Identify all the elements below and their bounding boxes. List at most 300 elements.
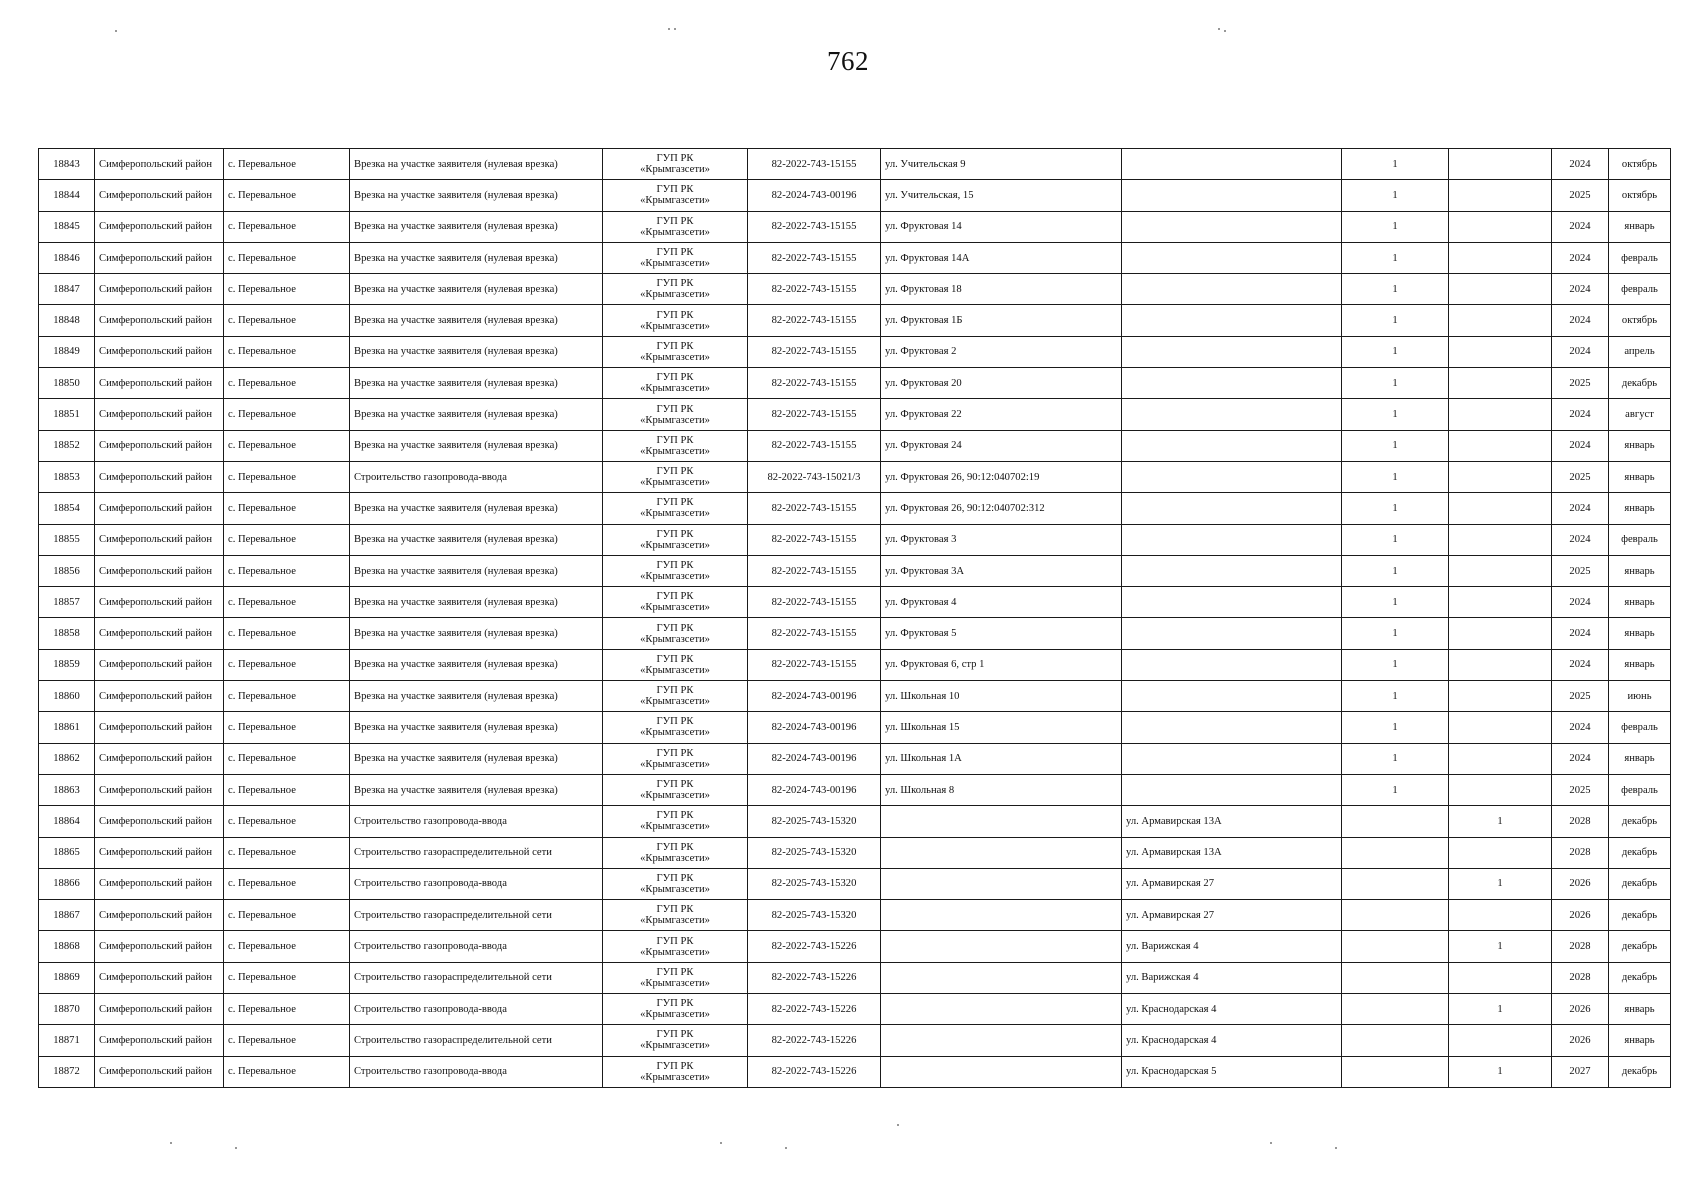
cell-address: ул. Школьная 8 (881, 774, 1122, 805)
cell-organization (603, 994, 748, 1025)
organization-line: ГУП РК (656, 466, 694, 478)
cell-code: 82-2022-743-15226 (748, 994, 881, 1025)
cell-village: с. Перевальное (224, 305, 350, 336)
cell-year: 2024 (1552, 493, 1609, 524)
cell-month: январь (1609, 994, 1671, 1025)
cell-district: Симферопольский район (95, 868, 224, 899)
cell-address: ул. Фруктовая 14А (881, 242, 1122, 273)
table-row (39, 305, 1671, 336)
cell-year: 2026 (1552, 900, 1609, 931)
cell-quantity (1342, 837, 1449, 868)
scan-speck (1218, 28, 1220, 30)
cell-address-alt (1122, 149, 1342, 180)
organization-line: «Крымгазсети» (640, 852, 710, 864)
cell-organization (603, 493, 748, 524)
cell-month: декабрь (1609, 931, 1671, 962)
cell-year: 2024 (1552, 336, 1609, 367)
cell-code: 82-2022-743-15155 (748, 399, 881, 430)
table-row (39, 837, 1671, 868)
cell-organization (603, 649, 748, 680)
cell-quantity-alt (1449, 149, 1552, 180)
cell-month: январь (1609, 743, 1671, 774)
cell-address-alt (1122, 305, 1342, 336)
cell-month: январь (1609, 493, 1671, 524)
cell-quantity-alt: 1 (1449, 806, 1552, 837)
cell-quantity-alt (1449, 524, 1552, 555)
cell-address-alt (1122, 774, 1342, 805)
organization-line: «Крымгазсети» (640, 1040, 710, 1052)
cell-month: январь (1609, 461, 1671, 492)
cell-address-alt (1122, 649, 1342, 680)
table-row (39, 211, 1671, 242)
cell-address-alt (1122, 712, 1342, 743)
cell-year: 2024 (1552, 149, 1609, 180)
cell-code: 82-2024-743-00196 (748, 681, 881, 712)
cell-work-type: Строительство газопровода-ввода (350, 931, 603, 962)
cell-quantity-alt: 1 (1449, 1056, 1552, 1087)
cell-number: 18861 (39, 712, 95, 743)
cell-address: ул. Фруктовая 24 (881, 430, 1122, 461)
cell-number: 18857 (39, 587, 95, 618)
register-table (38, 148, 1671, 1088)
cell-quantity: 1 (1342, 242, 1449, 273)
scan-speck (897, 1124, 899, 1126)
organization-line: «Крымгазсети» (640, 790, 710, 802)
cell-number: 18856 (39, 555, 95, 586)
scan-speck (1335, 1147, 1337, 1149)
organization-line: ГУП РК (656, 184, 694, 196)
cell-address-alt: ул. Армавирская 13А (1122, 837, 1342, 868)
cell-number: 18843 (39, 149, 95, 180)
cell-address (881, 806, 1122, 837)
cell-code: 82-2024-743-00196 (748, 774, 881, 805)
cell-number: 18852 (39, 430, 95, 461)
cell-address-alt (1122, 180, 1342, 211)
cell-work-type: Врезка на участке заявителя (нулевая врезка) (350, 242, 603, 273)
cell-year: 2025 (1552, 368, 1609, 399)
cell-number: 18853 (39, 461, 95, 492)
cell-address-alt: ул. Краснодарская 4 (1122, 1025, 1342, 1056)
table-row (39, 1056, 1671, 1087)
cell-quantity-alt (1449, 399, 1552, 430)
cell-village: с. Перевальное (224, 649, 350, 680)
cell-district: Симферопольский район (95, 900, 224, 931)
cell-work-type: Строительство газораспределительной сети (350, 900, 603, 931)
cell-village: с. Перевальное (224, 868, 350, 899)
cell-organization (603, 461, 748, 492)
cell-number: 18860 (39, 681, 95, 712)
cell-quantity (1342, 994, 1449, 1025)
cell-organization (603, 242, 748, 273)
cell-number: 18872 (39, 1056, 95, 1087)
organization-line: «Крымгазсети» (640, 477, 710, 489)
cell-quantity: 1 (1342, 681, 1449, 712)
cell-village: с. Перевальное (224, 242, 350, 273)
scan-speck (668, 28, 670, 30)
table-row (39, 774, 1671, 805)
cell-number: 18845 (39, 211, 95, 242)
cell-work-type: Врезка на участке заявителя (нулевая врезка) (350, 149, 603, 180)
table-row (39, 1025, 1671, 1056)
cell-work-type: Строительство газопровода-ввода (350, 806, 603, 837)
cell-quantity: 1 (1342, 211, 1449, 242)
cell-month: декабрь (1609, 837, 1671, 868)
cell-quantity-alt (1449, 242, 1552, 273)
cell-address-alt: ул. Армавирская 27 (1122, 900, 1342, 931)
cell-number: 18862 (39, 743, 95, 774)
table-row (39, 649, 1671, 680)
cell-organization (603, 806, 748, 837)
table-row (39, 493, 1671, 524)
organization-line: ГУП РК (656, 497, 694, 509)
cell-address: ул. Учительская 9 (881, 149, 1122, 180)
cell-year: 2024 (1552, 618, 1609, 649)
cell-district: Симферопольский район (95, 837, 224, 868)
cell-code: 82-2022-743-15155 (748, 211, 881, 242)
cell-year: 2026 (1552, 1025, 1609, 1056)
cell-district: Симферопольский район (95, 931, 224, 962)
cell-village: с. Перевальное (224, 555, 350, 586)
organization-line: «Крымгазсети» (640, 164, 710, 176)
cell-code: 82-2022-743-15155 (748, 305, 881, 336)
table-row (39, 994, 1671, 1025)
organization-line: «Крымгазсети» (640, 696, 710, 708)
organization-line: «Крымгазсети» (640, 445, 710, 457)
cell-address-alt (1122, 242, 1342, 273)
cell-work-type: Врезка на участке заявителя (нулевая врезка) (350, 618, 603, 649)
cell-organization (603, 430, 748, 461)
cell-village: с. Перевальное (224, 994, 350, 1025)
cell-quantity-alt (1449, 368, 1552, 399)
cell-address-alt (1122, 618, 1342, 649)
cell-address-alt (1122, 211, 1342, 242)
organization-line: ГУП РК (656, 340, 694, 352)
cell-work-type: Врезка на участке заявителя (нулевая врезка) (350, 336, 603, 367)
cell-number: 18854 (39, 493, 95, 524)
cell-village: с. Перевальное (224, 806, 350, 837)
cell-code: 82-2022-743-15155 (748, 555, 881, 586)
cell-work-type: Врезка на участке заявителя (нулевая врезка) (350, 274, 603, 305)
cell-code: 82-2025-743-15320 (748, 900, 881, 931)
cell-quantity: 1 (1342, 587, 1449, 618)
cell-year: 2028 (1552, 962, 1609, 993)
cell-village: с. Перевальное (224, 430, 350, 461)
cell-address: ул. Школьная 1А (881, 743, 1122, 774)
cell-district: Симферопольский район (95, 994, 224, 1025)
cell-quantity: 1 (1342, 399, 1449, 430)
cell-address-alt (1122, 555, 1342, 586)
cell-village: с. Перевальное (224, 149, 350, 180)
cell-address-alt (1122, 524, 1342, 555)
organization-line: «Крымгазсети» (640, 664, 710, 676)
cell-number: 18871 (39, 1025, 95, 1056)
cell-year: 2024 (1552, 242, 1609, 273)
cell-district: Симферопольский район (95, 524, 224, 555)
cell-quantity-alt (1449, 493, 1552, 524)
organization-line: «Крымгазсети» (640, 915, 710, 927)
scan-speck (674, 28, 676, 30)
cell-address-alt (1122, 681, 1342, 712)
cell-code: 82-2024-743-00196 (748, 743, 881, 774)
cell-quantity: 1 (1342, 774, 1449, 805)
cell-address (881, 931, 1122, 962)
cell-address: ул. Школьная 10 (881, 681, 1122, 712)
cell-work-type: Строительство газораспределительной сети (350, 962, 603, 993)
cell-number: 18869 (39, 962, 95, 993)
cell-district: Симферопольский район (95, 493, 224, 524)
cell-address-alt: ул. Краснодарская 5 (1122, 1056, 1342, 1087)
cell-month: январь (1609, 430, 1671, 461)
cell-village: с. Перевальное (224, 461, 350, 492)
cell-village: с. Перевальное (224, 618, 350, 649)
cell-work-type: Врезка на участке заявителя (нулевая врезка) (350, 180, 603, 211)
cell-quantity (1342, 1025, 1449, 1056)
cell-address-alt (1122, 336, 1342, 367)
table-row (39, 555, 1671, 586)
cell-address-alt (1122, 461, 1342, 492)
cell-district: Симферопольский район (95, 1025, 224, 1056)
cell-work-type: Врезка на участке заявителя (нулевая врезка) (350, 649, 603, 680)
cell-quantity (1342, 1056, 1449, 1087)
cell-organization (603, 681, 748, 712)
organization-line: ГУП РК (656, 653, 694, 665)
cell-district: Симферопольский район (95, 649, 224, 680)
cell-month: январь (1609, 587, 1671, 618)
cell-year: 2028 (1552, 806, 1609, 837)
organization-line: ГУП РК (656, 528, 694, 540)
cell-address: ул. Фруктовая 3 (881, 524, 1122, 555)
cell-organization (603, 962, 748, 993)
cell-quantity-alt (1449, 211, 1552, 242)
cell-address-alt (1122, 368, 1342, 399)
cell-village: с. Перевальное (224, 336, 350, 367)
organization-line: ГУП РК (656, 1060, 694, 1072)
cell-year: 2024 (1552, 587, 1609, 618)
organization-line: ГУП РК (656, 810, 694, 822)
cell-organization (603, 837, 748, 868)
organization-line: «Крымгазсети» (640, 1009, 710, 1021)
table-body (39, 149, 1671, 1088)
cell-address: ул. Фруктовая 22 (881, 399, 1122, 430)
cell-code: 82-2025-743-15320 (748, 868, 881, 899)
cell-number: 18868 (39, 931, 95, 962)
cell-number: 18867 (39, 900, 95, 931)
cell-number: 18859 (39, 649, 95, 680)
table-row (39, 806, 1671, 837)
cell-address (881, 837, 1122, 868)
cell-quantity: 1 (1342, 461, 1449, 492)
cell-work-type: Строительство газопровода-ввода (350, 868, 603, 899)
cell-district: Симферопольский район (95, 274, 224, 305)
cell-code: 82-2022-743-15226 (748, 1056, 881, 1087)
cell-work-type: Врезка на участке заявителя (нулевая врезка) (350, 305, 603, 336)
cell-number: 18849 (39, 336, 95, 367)
cell-quantity: 1 (1342, 524, 1449, 555)
cell-work-type: Врезка на участке заявителя (нулевая врезка) (350, 743, 603, 774)
organization-line: ГУП РК (656, 966, 694, 978)
cell-village: с. Перевальное (224, 180, 350, 211)
organization-line: «Крымгазсети» (640, 320, 710, 332)
cell-month: февраль (1609, 242, 1671, 273)
cell-address: ул. Фруктовая 26, 90:12:040702:312 (881, 493, 1122, 524)
cell-organization (603, 305, 748, 336)
organization-line: «Крымгазсети» (640, 1071, 710, 1083)
cell-month: апрель (1609, 336, 1671, 367)
organization-line: «Крымгазсети» (640, 539, 710, 551)
organization-line: «Крымгазсети» (640, 351, 710, 363)
scan-speck (785, 1147, 787, 1149)
cell-village: с. Перевальное (224, 931, 350, 962)
cell-year: 2027 (1552, 1056, 1609, 1087)
cell-month: январь (1609, 555, 1671, 586)
cell-quantity: 1 (1342, 180, 1449, 211)
table-row (39, 430, 1671, 461)
cell-month: декабрь (1609, 868, 1671, 899)
table-row (39, 931, 1671, 962)
cell-address: ул. Фруктовая 5 (881, 618, 1122, 649)
cell-address-alt (1122, 493, 1342, 524)
cell-month: январь (1609, 1025, 1671, 1056)
cell-organization (603, 587, 748, 618)
cell-number: 18858 (39, 618, 95, 649)
cell-organization (603, 712, 748, 743)
cell-address (881, 994, 1122, 1025)
cell-organization (603, 336, 748, 367)
cell-work-type: Строительство газораспределительной сети (350, 1025, 603, 1056)
cell-code: 82-2022-743-15226 (748, 962, 881, 993)
cell-district: Симферопольский район (95, 149, 224, 180)
scan-speck (720, 1142, 722, 1144)
organization-line: «Крымгазсети» (640, 883, 710, 895)
cell-work-type: Строительство газораспределительной сети (350, 837, 603, 868)
cell-quantity-alt (1449, 180, 1552, 211)
table-row (39, 587, 1671, 618)
cell-month: декабрь (1609, 962, 1671, 993)
cell-code: 82-2022-743-15155 (748, 368, 881, 399)
cell-village: с. Перевальное (224, 274, 350, 305)
table-row (39, 461, 1671, 492)
table-row (39, 712, 1671, 743)
cell-year: 2024 (1552, 430, 1609, 461)
cell-quantity: 1 (1342, 493, 1449, 524)
cell-address (881, 900, 1122, 931)
cell-organization (603, 274, 748, 305)
cell-number: 18866 (39, 868, 95, 899)
organization-line: ГУП РК (656, 403, 694, 415)
cell-quantity-alt: 1 (1449, 994, 1552, 1025)
cell-quantity (1342, 900, 1449, 931)
cell-district: Симферопольский район (95, 555, 224, 586)
organization-line: ГУП РК (656, 716, 694, 728)
cell-month: январь (1609, 618, 1671, 649)
cell-organization (603, 211, 748, 242)
cell-district: Симферопольский район (95, 1056, 224, 1087)
cell-organization (603, 555, 748, 586)
cell-number: 18848 (39, 305, 95, 336)
cell-organization (603, 1025, 748, 1056)
cell-year: 2025 (1552, 461, 1609, 492)
cell-organization (603, 180, 748, 211)
cell-address-alt (1122, 587, 1342, 618)
cell-district: Симферопольский район (95, 806, 224, 837)
cell-quantity-alt (1449, 305, 1552, 336)
organization-line: «Крымгазсети» (640, 226, 710, 238)
cell-address (881, 1025, 1122, 1056)
organization-line: ГУП РК (656, 904, 694, 916)
table-row (39, 149, 1671, 180)
table-row (39, 368, 1671, 399)
organization-line: ГУП РК (656, 1029, 694, 1041)
cell-district: Симферопольский район (95, 618, 224, 649)
cell-organization (603, 149, 748, 180)
cell-number: 18855 (39, 524, 95, 555)
cell-address-alt (1122, 743, 1342, 774)
organization-line: ГУП РК (656, 372, 694, 384)
cell-district: Симферопольский район (95, 743, 224, 774)
cell-organization (603, 524, 748, 555)
cell-month: январь (1609, 211, 1671, 242)
organization-line: ГУП РК (656, 434, 694, 446)
cell-quantity-alt (1449, 274, 1552, 305)
cell-month: декабрь (1609, 806, 1671, 837)
cell-organization (603, 931, 748, 962)
organization-line: ГУП РК (656, 247, 694, 259)
cell-code: 82-2022-743-15155 (748, 618, 881, 649)
organization-line: ГУП РК (656, 779, 694, 791)
cell-village: с. Перевальное (224, 774, 350, 805)
cell-year: 2028 (1552, 837, 1609, 868)
cell-work-type: Врезка на участке заявителя (нулевая врезка) (350, 493, 603, 524)
organization-line: ГУП РК (656, 747, 694, 759)
organization-line: «Крымгазсети» (640, 633, 710, 645)
cell-code: 82-2022-743-15155 (748, 274, 881, 305)
cell-number: 18870 (39, 994, 95, 1025)
cell-month: октябрь (1609, 180, 1671, 211)
cell-number: 18864 (39, 806, 95, 837)
cell-district: Симферопольский район (95, 336, 224, 367)
cell-address-alt (1122, 399, 1342, 430)
cell-code: 82-2022-743-15155 (748, 336, 881, 367)
cell-district: Симферопольский район (95, 430, 224, 461)
organization-line: ГУП РК (656, 935, 694, 947)
cell-quantity-alt (1449, 1025, 1552, 1056)
cell-address-alt: ул. Армавирская 13А (1122, 806, 1342, 837)
cell-address-alt (1122, 274, 1342, 305)
cell-quantity-alt (1449, 774, 1552, 805)
cell-number: 18850 (39, 368, 95, 399)
organization-line: «Крымгазсети» (640, 977, 710, 989)
cell-district: Симферопольский район (95, 211, 224, 242)
cell-code: 82-2022-743-15155 (748, 149, 881, 180)
cell-code: 82-2022-743-15155 (748, 649, 881, 680)
cell-quantity: 1 (1342, 555, 1449, 586)
scan-speck (115, 30, 117, 32)
scan-speck (1224, 30, 1226, 32)
cell-month: июнь (1609, 681, 1671, 712)
organization-line: ГУП РК (656, 560, 694, 571)
cell-work-type: Врезка на участке заявителя (нулевая врезка) (350, 712, 603, 743)
cell-organization (603, 774, 748, 805)
table-row (39, 399, 1671, 430)
cell-work-type: Врезка на участке заявителя (нулевая врезка) (350, 774, 603, 805)
cell-organization (603, 900, 748, 931)
cell-code: 82-2025-743-15320 (748, 837, 881, 868)
cell-quantity-alt (1449, 649, 1552, 680)
cell-work-type: Врезка на участке заявителя (нулевая врезка) (350, 211, 603, 242)
cell-village: с. Перевальное (224, 493, 350, 524)
cell-work-type: Врезка на участке заявителя (нулевая врезка) (350, 587, 603, 618)
table-row (39, 962, 1671, 993)
